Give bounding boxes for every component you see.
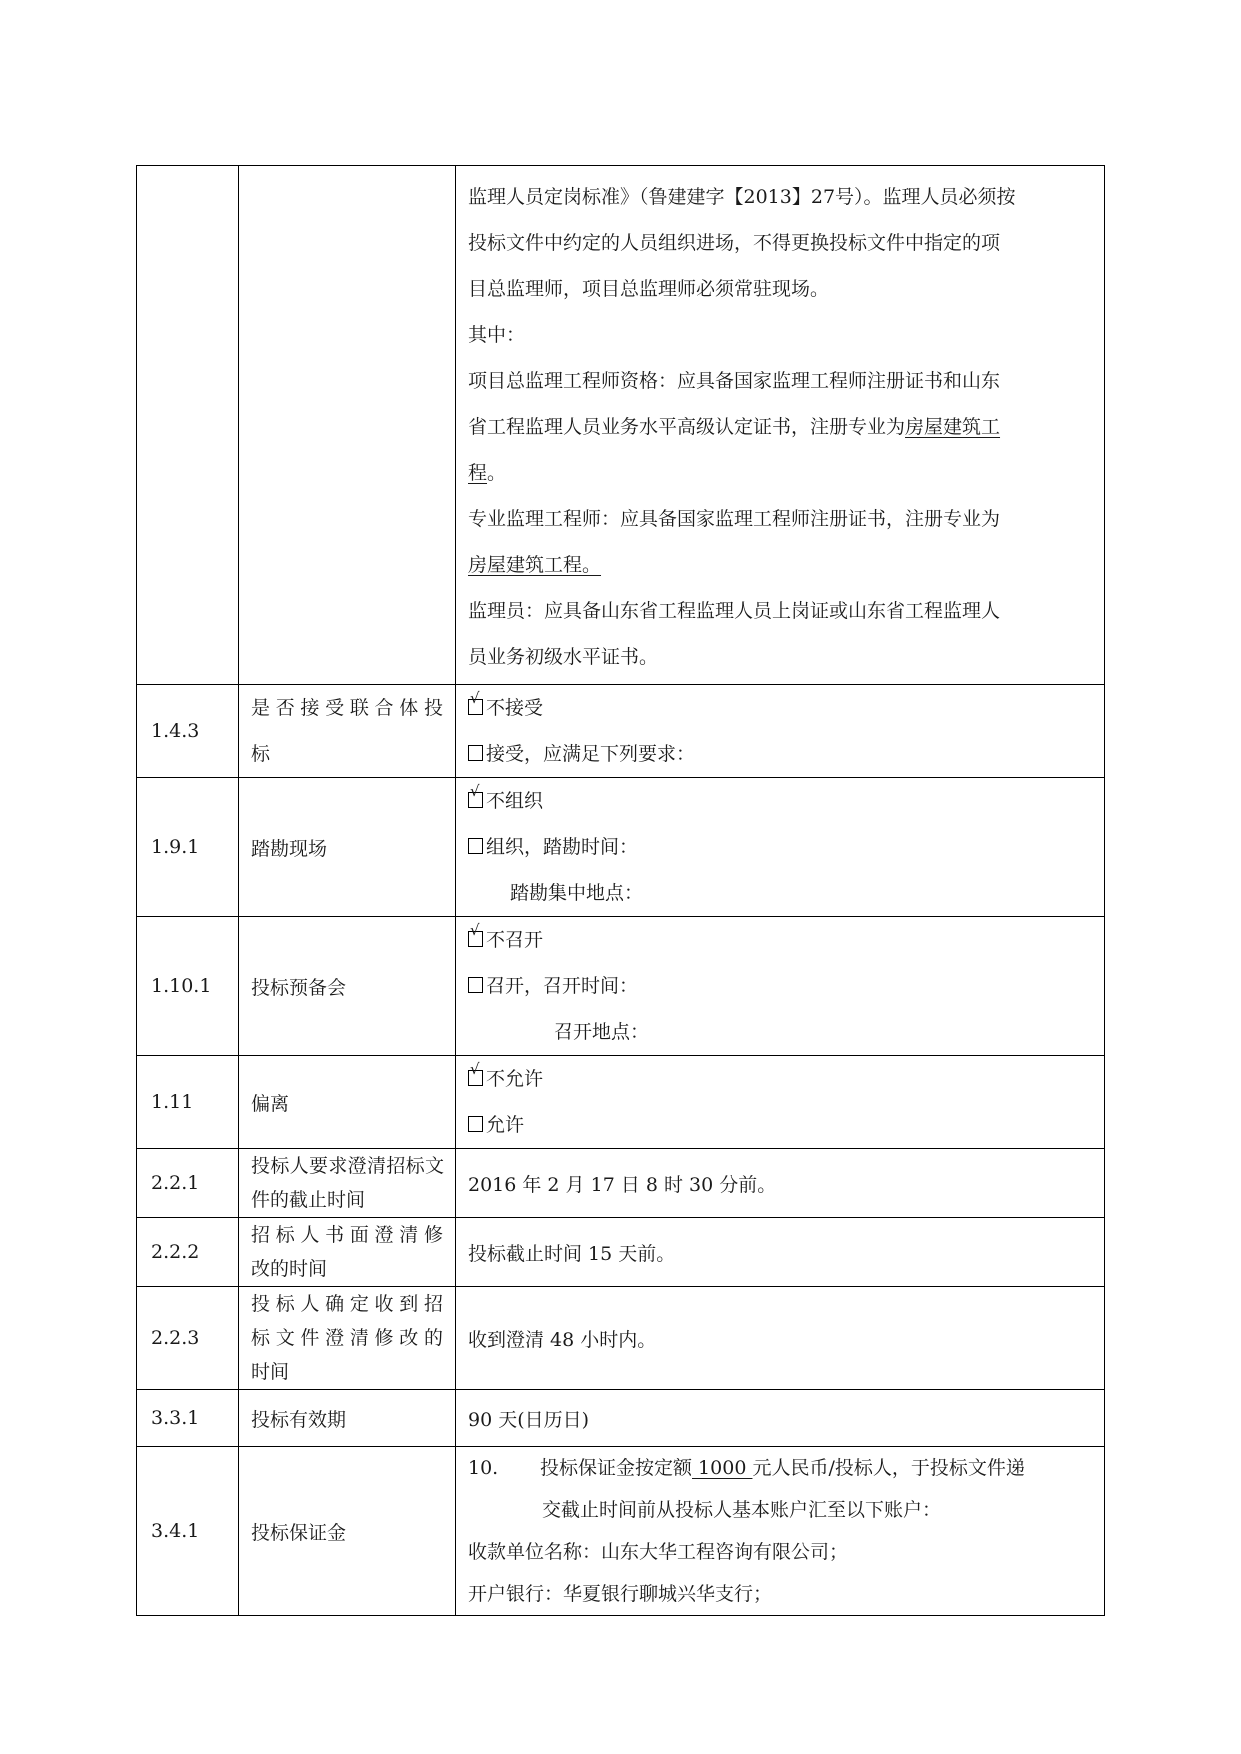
item-line: 改的时间 — [251, 1258, 328, 1280]
option-line — [468, 917, 1092, 963]
bond-amount: 1000 — [692, 1457, 753, 1479]
checked-checkbox — [468, 689, 483, 715]
unchecked-checkbox — [468, 838, 483, 854]
clause-content-cell: 投标截止时间 15 天前。 — [456, 1218, 1105, 1287]
content-line — [468, 404, 1092, 450]
content-text: 。 — [487, 462, 507, 484]
clause-content-cell — [456, 685, 1105, 778]
clause-number-cell: 1.10.1 — [137, 917, 239, 1056]
content-line: 监理人员定岗标准》（鲁建建字【2013】27号）。监理人员必须按 — [468, 186, 1016, 208]
checkmark-icon: √ — [470, 921, 480, 939]
content-line: 收款单位名称：山东大华工程咨询有限公司； — [468, 1541, 849, 1563]
content-line: 项目总监理工程师资格：应具备国家监理工程师注册证书和山东 — [468, 370, 1001, 392]
clause-content-cell — [456, 1447, 1105, 1616]
option-detail: 召开地点： — [554, 1021, 650, 1043]
clause-item-cell: 投标有效期 — [239, 1390, 456, 1447]
clause-item-cell — [239, 166, 456, 685]
unchecked-checkbox — [468, 977, 483, 993]
content-text: 元人民币/投标人，于投标文件递 — [752, 1457, 1025, 1479]
checkmark-icon: √ — [470, 689, 480, 707]
option-line — [468, 778, 1092, 824]
unchecked-checkbox — [468, 1116, 483, 1132]
option-label: 不召开 — [486, 929, 544, 951]
underlined-specialty: 房屋建筑工 — [905, 416, 1001, 438]
table-row — [137, 1149, 1105, 1218]
item-line: 投标人确定收到招 — [251, 1293, 443, 1315]
table-row — [137, 1447, 1105, 1616]
clause-item-cell: 投标预备会 — [239, 917, 456, 1056]
checked-checkbox — [468, 1060, 483, 1086]
table-row — [137, 166, 1105, 685]
clause-number-cell: 1.4.3 — [137, 685, 239, 778]
bid-data-table — [136, 165, 1105, 1616]
checked-checkbox — [468, 782, 483, 808]
table-row — [137, 1056, 1105, 1149]
content-text: 省工程监理人员业务水平高级认定证书，注册专业为 — [468, 416, 906, 438]
clause-content-cell: 收到澄清 48 小时内。 — [456, 1287, 1105, 1390]
content-text: 投标保证金按定额 — [540, 1457, 693, 1479]
content-line — [468, 450, 1092, 496]
table-row — [137, 1390, 1105, 1447]
option-line — [468, 731, 1092, 777]
item-line: 标文件澄清修改的 — [251, 1327, 443, 1349]
clause-number-cell: 1.11 — [137, 1056, 239, 1149]
clause-number-cell: 3.3.1 — [137, 1390, 239, 1447]
option-label: 接受，应满足下列要求： — [486, 743, 696, 765]
option-label: 召开，召开时间： — [486, 975, 639, 997]
content-line — [468, 1447, 1092, 1489]
item-line: 时间 — [251, 1361, 290, 1383]
list-number: 10. — [468, 1457, 499, 1479]
content-line: 其中： — [468, 324, 526, 346]
option-line — [468, 963, 1092, 1009]
content-line: 投标文件中约定的人员组织进场，不得更换投标文件中指定的项 — [468, 232, 1001, 254]
checkmark-icon: √ — [470, 782, 480, 800]
content-line: 监理员：应具备山东省工程监理人员上岗证或山东省工程监理人 — [468, 600, 1001, 622]
table-row — [137, 1287, 1105, 1390]
option-line — [468, 1056, 1092, 1102]
clause-item-cell — [239, 1287, 456, 1390]
clause-number-cell: 1.9.1 — [137, 778, 239, 917]
clause-number-cell: 2.2.3 — [137, 1287, 239, 1390]
content-line — [468, 542, 1092, 588]
clause-content-cell — [456, 166, 1105, 685]
option-line — [468, 685, 1092, 731]
clause-item-cell: 投标保证金 — [239, 1447, 456, 1616]
option-label: 组织，踏勘时间： — [486, 836, 639, 858]
item-line: 投标人要求澄清招标文 — [251, 1155, 443, 1177]
clause-number-cell: 3.4.1 — [137, 1447, 239, 1616]
option-detail: 踏勘集中地点： — [510, 882, 644, 904]
clause-content-cell: 90 天(日历日) — [456, 1390, 1105, 1447]
option-label: 不接受 — [486, 697, 544, 719]
clause-item-cell — [239, 1218, 456, 1287]
item-line: 件的截止时间 — [251, 1189, 366, 1211]
clause-number-cell: 2.2.2 — [137, 1218, 239, 1287]
item-line: 标 — [251, 743, 271, 765]
option-line — [468, 1102, 1092, 1148]
table-row — [137, 1218, 1105, 1287]
clause-content-cell — [456, 1056, 1105, 1149]
content-line: 专业监理工程师：应具备国家监理工程师注册证书，注册专业为 — [468, 508, 1001, 530]
table-row — [137, 778, 1105, 917]
clause-content-cell: 2016 年 2 月 17 日 8 时 30 分前。 — [456, 1149, 1105, 1218]
underlined-specialty: 房屋建筑工程。 — [468, 554, 602, 576]
underlined-specialty: 程 — [468, 462, 488, 484]
option-line — [468, 824, 1092, 870]
clause-number-cell: 2.2.1 — [137, 1149, 239, 1218]
clause-item-cell — [239, 1149, 456, 1218]
item-line: 是否接受联合体投 — [251, 697, 443, 719]
clause-content-cell — [456, 917, 1105, 1056]
item-line: 招标人书面澄清修 — [251, 1224, 443, 1246]
content-line: 员业务初级水平证书。 — [468, 646, 659, 668]
table-row — [137, 917, 1105, 1056]
clause-item-cell — [239, 685, 456, 778]
option-label: 允许 — [486, 1114, 525, 1136]
unchecked-checkbox — [468, 745, 483, 761]
checked-checkbox — [468, 921, 483, 947]
option-label: 不允许 — [486, 1068, 544, 1090]
content-line: 目总监理师，项目总监理师必须常驻现场。 — [468, 278, 830, 300]
checkmark-icon: √ — [470, 1060, 480, 1078]
table-row — [137, 685, 1105, 778]
option-label: 不组织 — [486, 790, 544, 812]
content-line: 交截止时间前从投标人基本账户汇至以下账户： — [542, 1499, 942, 1521]
clause-item-cell: 踏勘现场 — [239, 778, 456, 917]
clause-content-cell — [456, 778, 1105, 917]
content-line: 开户银行：华夏银行聊城兴华支行； — [468, 1583, 773, 1605]
clause-item-cell: 偏离 — [239, 1056, 456, 1149]
clause-number-cell — [137, 166, 239, 685]
